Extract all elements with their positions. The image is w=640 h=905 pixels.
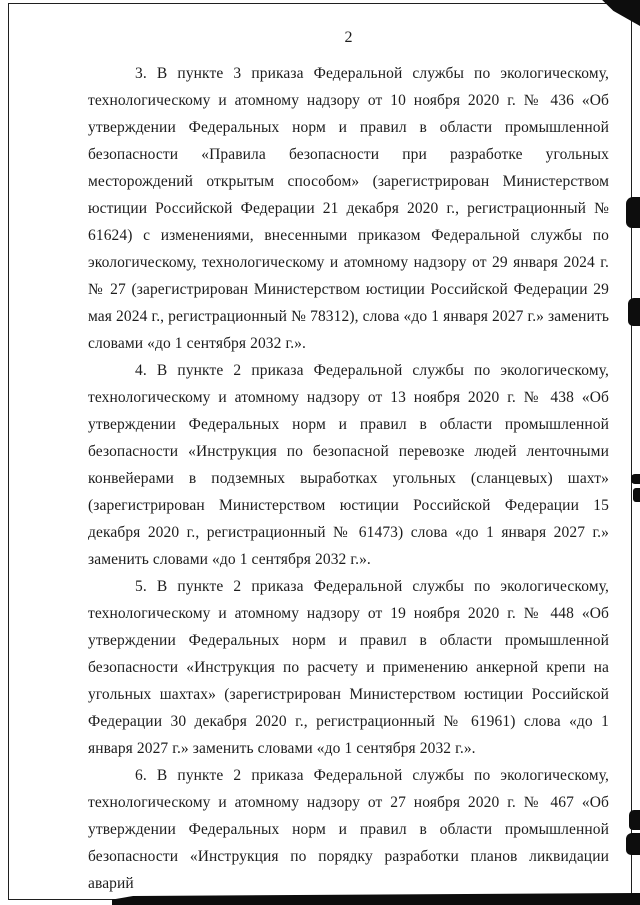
document-paragraph: 5. В пункте 2 приказа Федеральной службы по экологическому, технологическому и атомному надзору от 19 ноября 2020 г. № 448 «Об утверждении Федеральных норм и правил в области промышленной безопасности «Инструкция по расчету и применению анкерной крепи на угольных шахтах» (зарегистрирован Министерством юстиции Российской Федерации 30 декабря 2020 г., регистрационный № 61961) слова «до 1 января 2027 г.» заменить словами «до 1 сентября 2032 г.». (88, 578, 609, 757)
document-paragraph: 6. В пункте 2 приказа Федеральной службы по экологическому, технологическому и атомному надзору от 27 ноября 2020 г. № 467 «Об утверждении Федеральных норм и правил в области промышленной безопасности «Инструкция по порядку разработки планов ликвидации аварий (88, 767, 609, 892)
page-number: 2 (344, 29, 353, 46)
scan-artifact-blob (633, 488, 640, 502)
scan-artifact-blob (626, 197, 640, 228)
document-paragraph: 3. В пункте 3 приказа Федеральной службы по экологическому, технологическому и атомному надзору от 10 ноября 2020 г. № 436 «Об утверждении Федеральных норм и правил в области промышленной безопасности «Правила безопасности при разработке угольных месторождений открытым способом» (зарегистрирован Министерством юстиции Российской Федерации 21 декабря 2020 г., регистрационный № 61624) с изменениями, внесенными приказом Федеральной службы по экологическому, технологическому и атомному надзору от 29 января 2024 г. № 27 (зарегистрирован Министерством юстиции Российской Федерации 29 мая 2024 г., регистрационный № 78312), слова «до 1 января 2027 г.» заменить словами «до 1 сентября 2032 г.». (88, 65, 609, 352)
document-paragraph: 4. В пункте 2 приказа Федеральной службы по экологическому, технологическому и атомному надзору от 13 ноября 2020 г. № 438 «Об утверждении Федеральных норм и правил в области промышленной безопасности «Инструкция по безопасной перевозке людей ленточными конвейерами в подземных выработках угольных (сланцевых) шахт» (зарегистрирован Министерством юстиции Российской Федерации 15 декабря 2020 г., регистрационный № 61473) слова «до 1 января 2027 г.» заменить словами «до 1 сентября 2032 г.». (88, 362, 609, 568)
scan-artifact-blob (631, 474, 640, 484)
scan-artifact-blob (628, 298, 640, 326)
scan-artifact-blob (626, 833, 640, 855)
scan-artifact-blob (629, 810, 640, 830)
scan-artifact-corner (597, 0, 640, 26)
document-content (88, 24, 609, 897)
